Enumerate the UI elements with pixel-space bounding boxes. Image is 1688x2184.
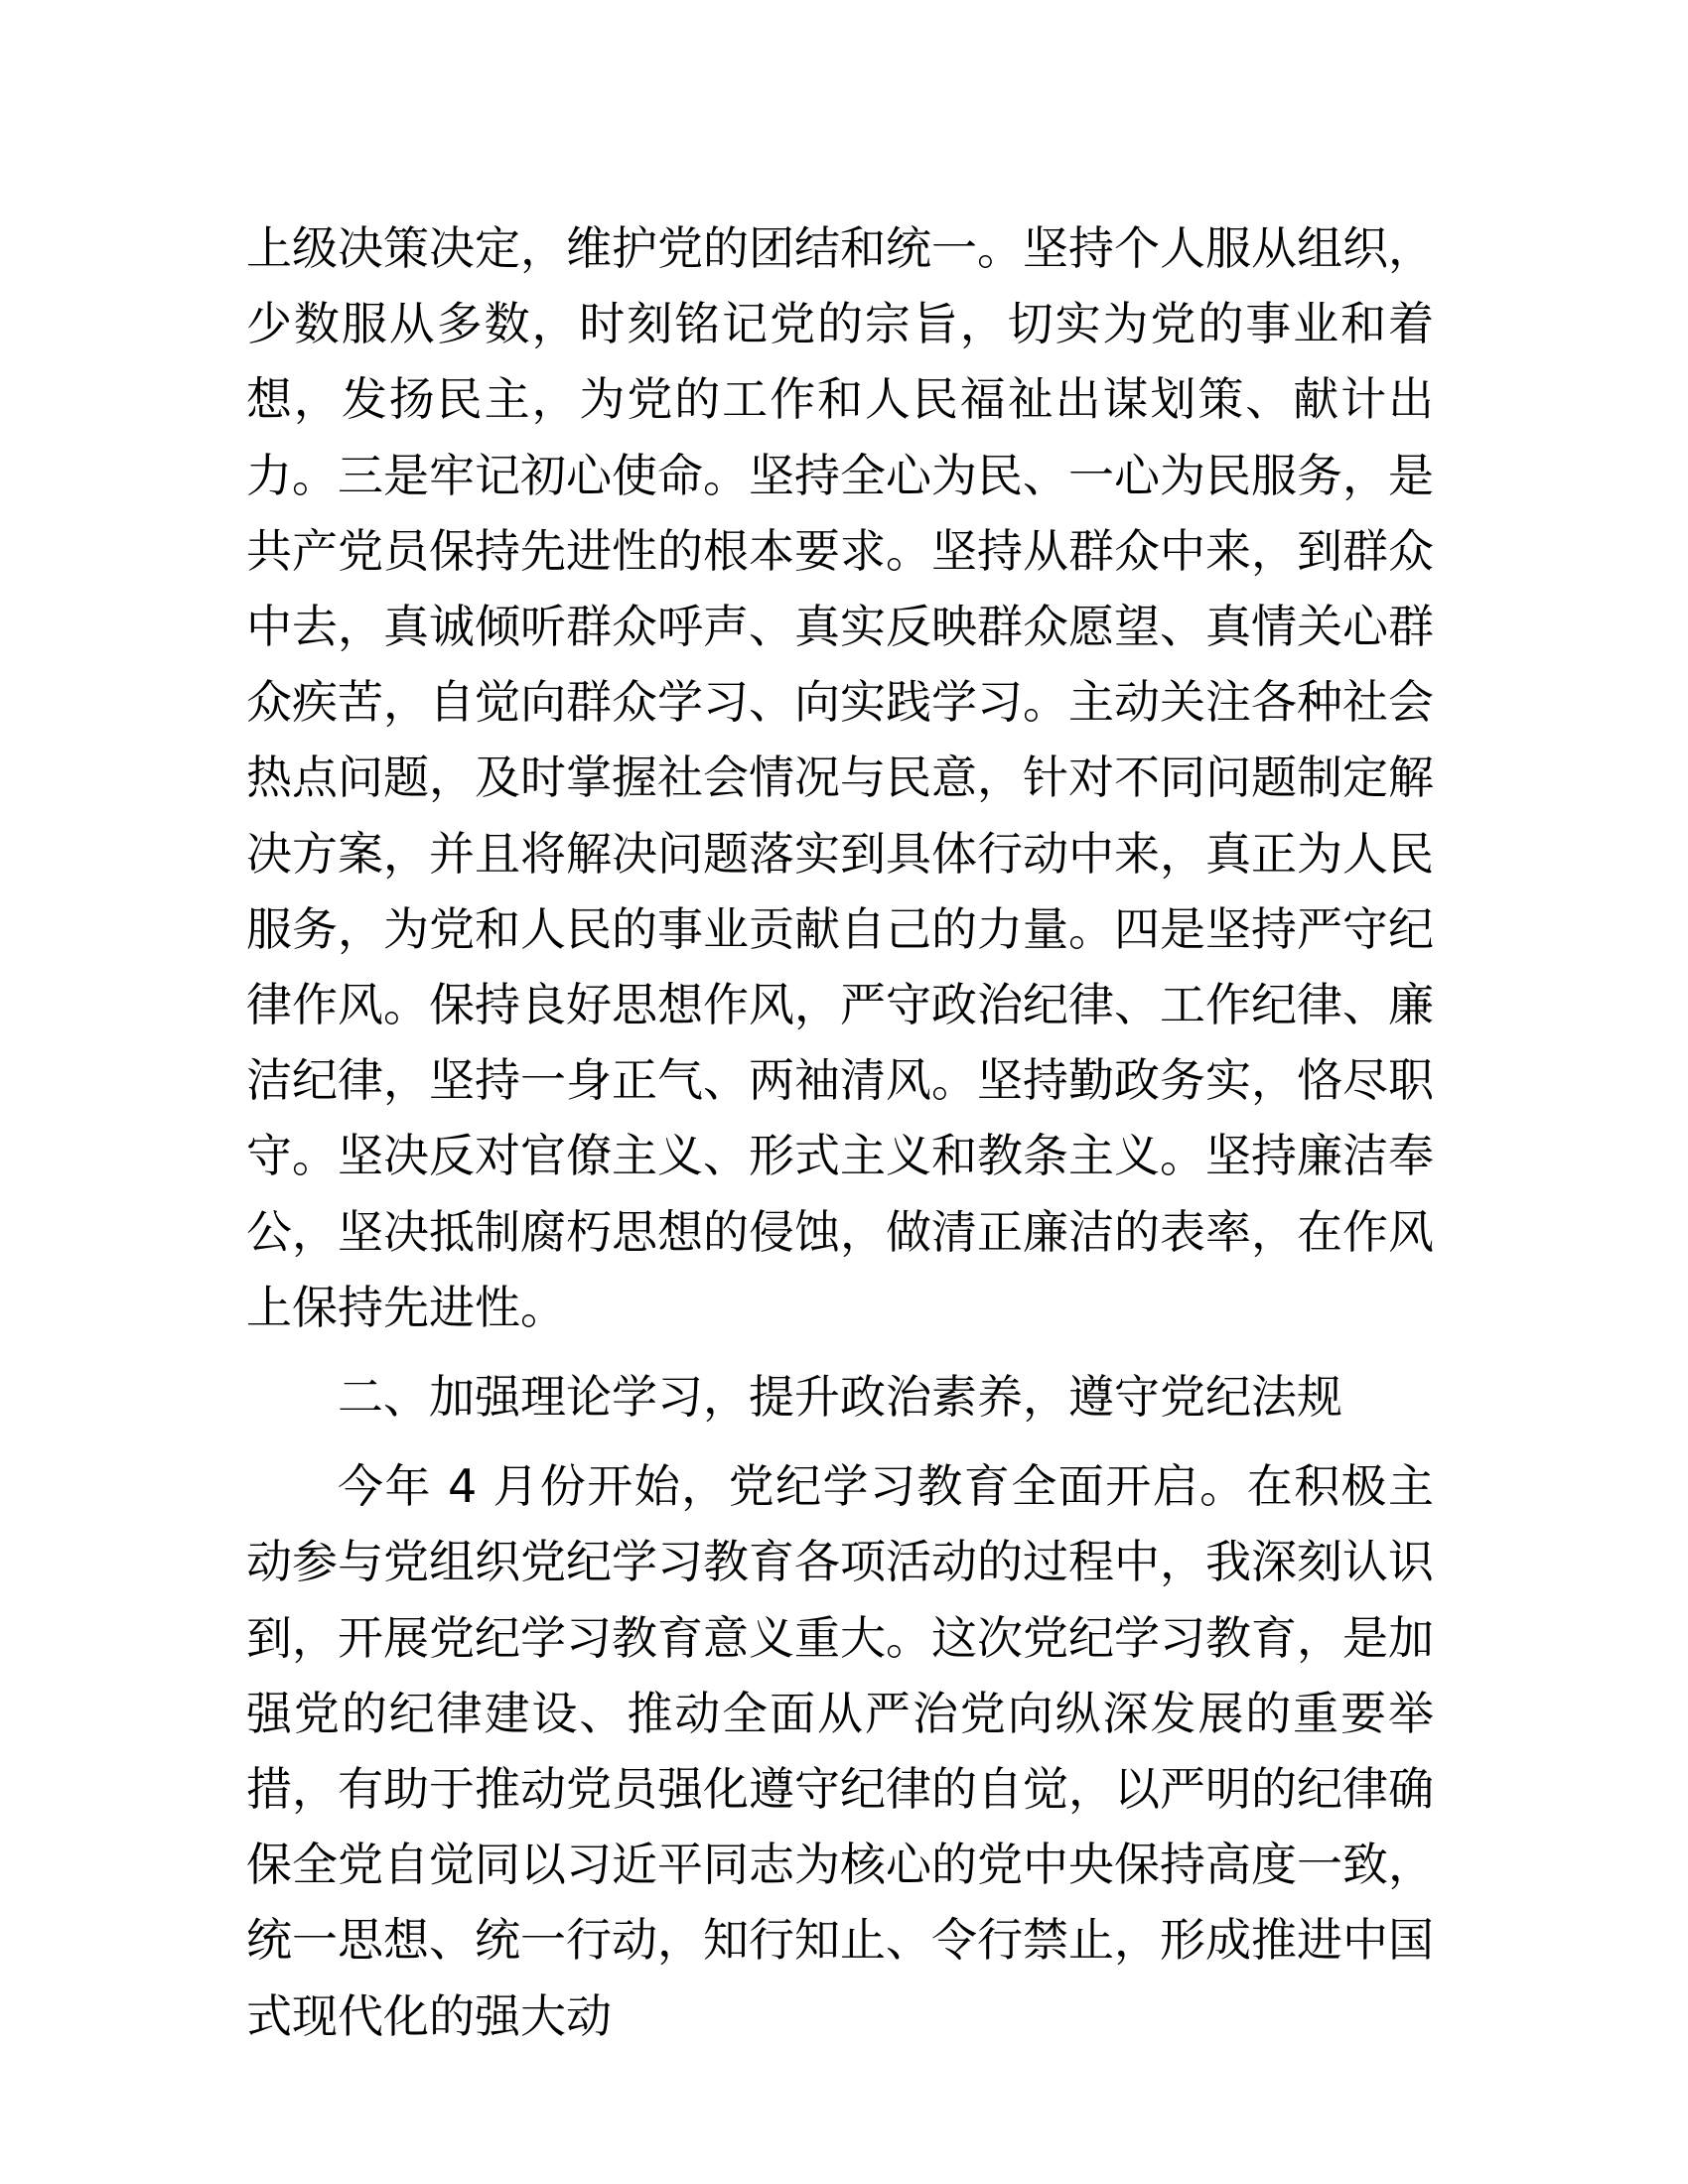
body-paragraph: 今年 4 月份开始，党纪学习教育全面开启。在积极主动参与党组织党纪学习教育各项活动的过程中，我深刻认识到，开展党纪学习教育意义重大。这次党纪学习教育，是加强党的纪律建设、推动全面从严治党向纵深发展的重要举措，有助于推动党员强化遵守纪律的自觉，以严明的纪律确保全党自觉同以习近平同志为核心的党中央保持高度一致，统一思想、统一行动，知行知止、令行禁止，形成推进中国式现代化的强大动	[246, 1459, 1434, 2043]
document-page	[246, 210, 1434, 2054]
section-heading: 二、加强理论学习，提升政治素养，遵守党纪法规	[338, 1370, 1342, 1425]
body-paragraph-continued: 上级决策决定，维护党的团结和统一。坚持个人服从组织，少数服从多数，时刻铭记党的宗旨，切实为党的事业和着想，发扬民主，为党的工作和人民福祉出谋划策、献计出力。三是牢记初心使命。坚持全心为民、一心为民服务，是共产党员保持先进性的根本要求。坚持从群众中来，到群众中去，真诚倾听群众呼声、真实反映群众愿望、真情关心群众疾苦，自觉向群众学习、向实践学习。主动关注各种社会热点问题，及时掌握社会情况与民意，针对不同问题制定解决方案，并且将解决问题落实到具体行动中来，真正为人民服务，为党和人民的事业贡献自己的力量。四是坚持严守纪律作风。保持良好思想作风，严守政治纪律、工作纪律、廉洁纪律，坚持一身正气、两袖清风。坚持勤政务实，恪尽职守。坚决反对官僚主义、形式主义和教条主义。坚持廉洁奉公，坚决抵制腐朽思想的侵蚀，做清正廉洁的表率，在作风上保持先进性。	[246, 221, 1434, 1334]
